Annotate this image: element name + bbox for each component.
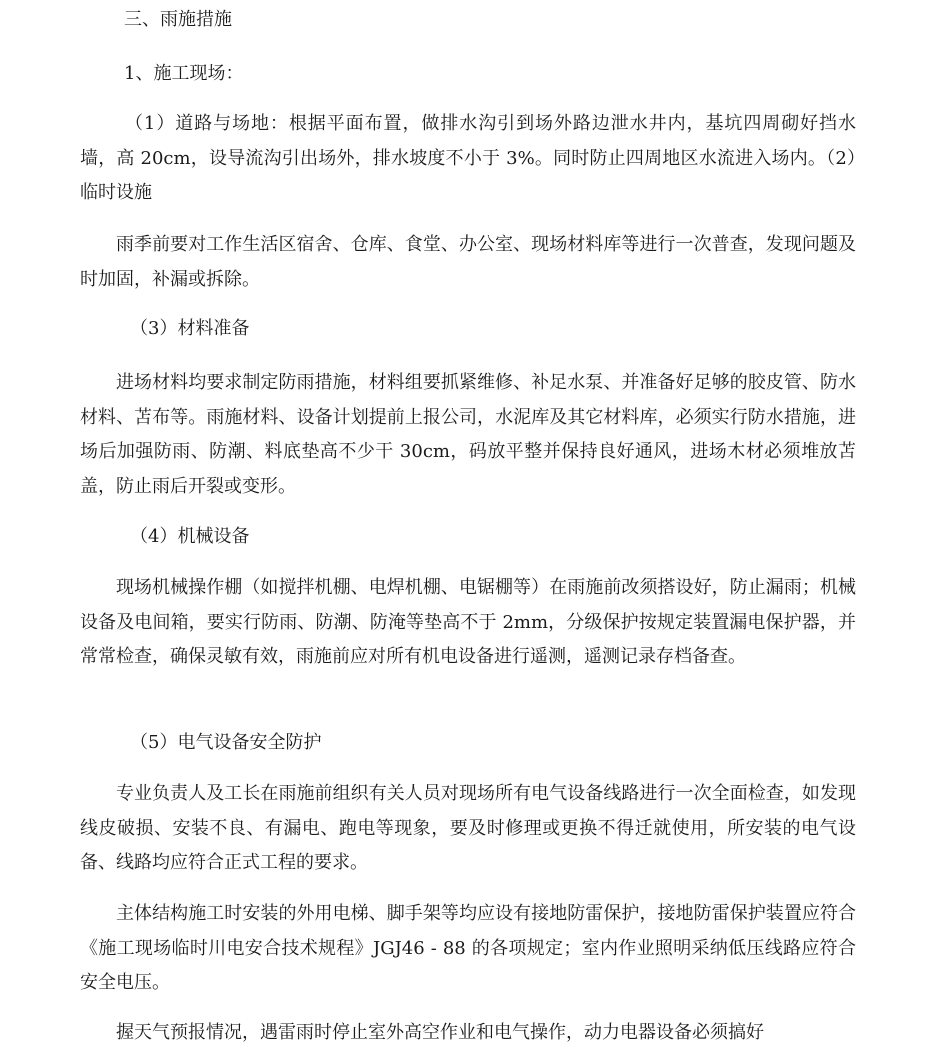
site-subtitle: 1、施工现场： <box>124 63 244 84</box>
material-paragraph: 进场材料均要求制定防雨措施，材料组要抓紧维修、补足水泵、并准备好足够的胶皮管、防水材料、苫布等。雨施材料、设备计划提前上报公司，水泥库及其它材料库，必须实行防水措施，进场后加强防雨、防潮、料底垫高不少干 30cm，码放平整并保持良好通风，进场木材必须堆放苫盖，防止雨后开裂或变形。 <box>80 372 856 497</box>
electric-heading: （5）电气设备安全防护 <box>130 732 322 753</box>
lightning-protection-paragraph: 主体结构施工时安装的外用电梯、脚手架等均应设有接地防雷保护，接地防雷保护装置应符合《施工现场临时川电安合技术规程》JGJ46 - 88 的各项规定；室内作业照明采纳低压线路应符合安全电压。 <box>80 903 856 993</box>
electric-paragraph: 专业负责人及工长在雨施前组织有关人员对现场所有电气设备线路进行一次全面检查，如发现线皮破损、安装不良、有漏电、跑电等现象，要及时修理或更换不得迁就使用，所安装的电气设备、线路均应符合正式工程的要求。 <box>80 783 856 873</box>
road-site-paragraph: （1）道路与场地：根据平面布置，做排水沟引到场外路边泄水井内，基坑四周砌好挡水墙，高 20cm，设导流沟引出场外，排水坡度不小于 3%。同时防止四周地区水流进入场内。（2）临时设施 <box>80 113 856 203</box>
machine-paragraph: 现场机械操作棚（如搅拌机棚、电焊机棚、电锯棚等）在雨施前改须搭设好，防止漏雨；机械设备及电间箱，要实行防雨、防潮、防淹等垫高不于 2mm，分级保护按规定装置漏电保护器，并常常检查，确保灵敏有效，雨施前应对所有机电设备进行遥测，遥测记录存档备查。 <box>80 577 856 667</box>
material-heading: （3）材料准备 <box>130 318 250 339</box>
machine-heading: （4）机械设备 <box>130 526 250 547</box>
weather-paragraph: 握天气预报情况，遇雷雨时停止室外高空作业和电气操作，动力电器设备必须搞好 <box>116 1022 764 1043</box>
section-title: 三、雨施措施 <box>124 9 232 30</box>
temporary-facilities-paragraph: 雨季前要对工作生活区宿舍、仓库、食堂、办公室、现场材料库等进行一次普查，发现问题及时加固，补漏或拆除。 <box>80 234 856 290</box>
